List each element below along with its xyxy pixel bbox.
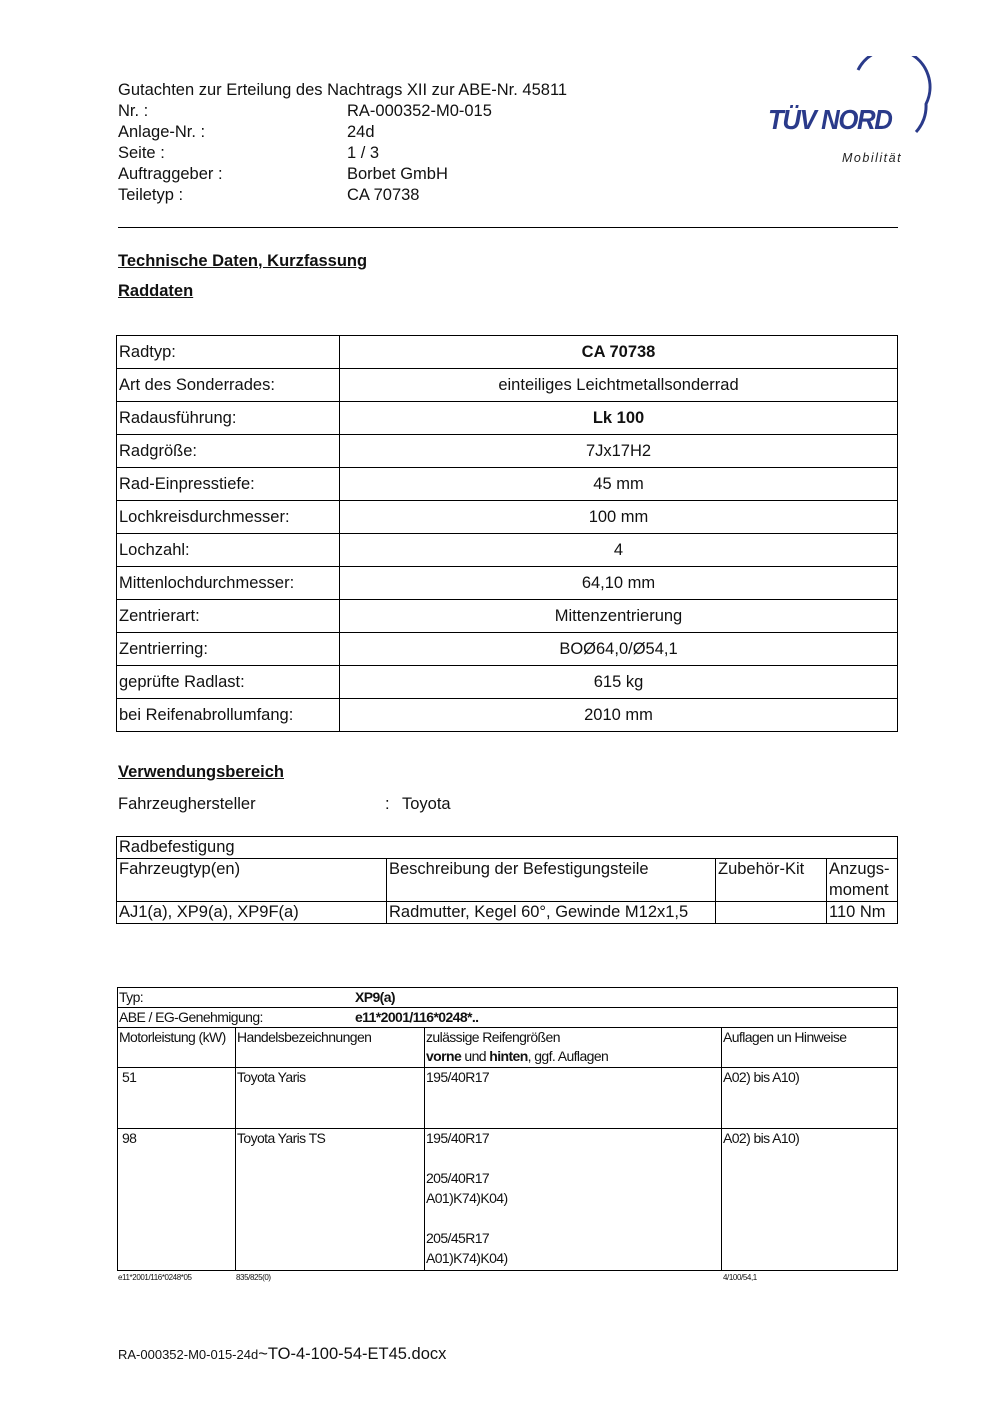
header-label: Nr. : bbox=[118, 102, 149, 120]
reifen-header-line: zulässige Reifengrößen bbox=[426, 1029, 560, 1045]
typ-label: Typ: bbox=[119, 989, 144, 1005]
name-cell: Toyota Yaris bbox=[236, 1068, 425, 1129]
hersteller-row bbox=[118, 795, 451, 814]
table-row bbox=[118, 1028, 898, 1068]
report-title: Gutachten zur Erteilung des Nachtrags XII zur ABE-Nr. 45811 bbox=[118, 81, 568, 99]
table-cell bbox=[716, 902, 827, 924]
footer-part-b: ~TO-4-100-54-ET45.docx bbox=[258, 1345, 447, 1363]
table-cell: Radmutter, Kegel 60°, Gewinde M12x1,5 bbox=[387, 902, 716, 924]
raddaten-value: 2010 mm bbox=[340, 699, 898, 732]
table-row bbox=[117, 435, 898, 468]
table-row bbox=[117, 600, 898, 633]
raddaten-label: Zentrierring: bbox=[117, 633, 340, 666]
raddaten-label: Radtyp: bbox=[117, 336, 340, 369]
raddaten-label: Mittenlochdurchmesser: bbox=[117, 567, 340, 600]
befestigung-title: Radbefestigung bbox=[117, 837, 898, 859]
column-header: Zubehör-Kit bbox=[716, 859, 827, 902]
raddaten-value: CA 70738 bbox=[340, 336, 898, 369]
reifen-hinten: hinten bbox=[489, 1048, 528, 1064]
table-row bbox=[117, 501, 898, 534]
footer-filename bbox=[118, 1345, 446, 1364]
section-title-raddaten: Raddaten bbox=[118, 282, 194, 300]
section-title-verwendung: Verwendungsbereich bbox=[118, 763, 284, 781]
raddaten-value: 100 mm bbox=[340, 501, 898, 534]
name-cell: Toyota Yaris TS bbox=[236, 1129, 425, 1271]
column-header-handel: Handelsbezeichnungen bbox=[236, 1028, 425, 1068]
document-header bbox=[118, 80, 567, 206]
raddaten-label: geprüfte Radlast: bbox=[117, 666, 340, 699]
tyre-cell bbox=[425, 1129, 722, 1271]
hersteller-colon: : bbox=[385, 795, 390, 813]
column-header: Beschreibung der Befestigungsteile bbox=[387, 859, 716, 902]
abe-label: ABE / EG-Genehmigung: bbox=[119, 1009, 263, 1025]
tyre-line: A01)K74)K04) bbox=[426, 1190, 508, 1206]
reifen-rest: , ggf. Auflagen bbox=[527, 1048, 609, 1064]
column-header-reifen bbox=[425, 1028, 722, 1068]
footer-part-a: RA-000352-M0-015-24d bbox=[118, 1347, 259, 1362]
section-title-technical: Technische Daten, Kurzfassung bbox=[118, 252, 368, 270]
column-header: Fahrzeugtyp(en) bbox=[117, 859, 387, 902]
column-header-auflagen: Auflagen un Hinweise bbox=[722, 1028, 898, 1068]
tyre-line: A01)K74)K04) bbox=[426, 1250, 508, 1266]
auflagen-cell: A02) bis A10) bbox=[722, 1129, 898, 1271]
tyre-line: 205/45R17 bbox=[426, 1230, 490, 1246]
logo-brand: TÜV NORD bbox=[768, 104, 892, 135]
tyre-line: 195/40R17 bbox=[426, 1069, 490, 1085]
raddaten-label: Art des Sonderrades: bbox=[117, 369, 340, 402]
table-cell: 110 Nm bbox=[827, 902, 898, 924]
reifen-header-line-2 bbox=[426, 1047, 720, 1066]
raddaten-value: BOØ64,0/Ø54,1 bbox=[340, 633, 898, 666]
column-header-motor: Motorleistung (kW) bbox=[118, 1028, 236, 1068]
raddaten-label: Lochkreisdurchmesser: bbox=[117, 501, 340, 534]
header-label: Seite : bbox=[118, 144, 165, 162]
raddaten-value: Mittenzentrierung bbox=[340, 600, 898, 633]
table-row bbox=[117, 402, 898, 435]
abe-row bbox=[118, 1008, 898, 1028]
raddaten-table bbox=[116, 335, 898, 732]
header-divider bbox=[118, 227, 898, 228]
typ-footnote-code: 835/825(0) bbox=[236, 1273, 271, 1282]
header-label: Auftraggeber : bbox=[118, 165, 223, 183]
table-row bbox=[118, 1068, 898, 1129]
reifen-vorne: vorne bbox=[426, 1048, 462, 1064]
raddaten-value: 615 kg bbox=[340, 666, 898, 699]
tyre-line: 205/40R17 bbox=[426, 1170, 490, 1186]
table-row bbox=[118, 1008, 898, 1028]
header-label: Anlage-Nr. : bbox=[118, 123, 206, 141]
typ-value: XP9(a) bbox=[355, 989, 395, 1005]
raddaten-value: 45 mm bbox=[340, 468, 898, 501]
tyre-cell bbox=[425, 1068, 722, 1129]
raddaten-value: 64,10 mm bbox=[340, 567, 898, 600]
table-cell: AJ1(a), XP9(a), XP9F(a) bbox=[117, 902, 387, 924]
header-value: CA 70738 bbox=[347, 186, 420, 204]
table-row bbox=[117, 468, 898, 501]
header-row-teiletyp bbox=[118, 185, 567, 206]
table-row bbox=[117, 666, 898, 699]
table-row bbox=[118, 1129, 898, 1271]
header-row-seite bbox=[118, 143, 567, 164]
typ-footnote-lk: 4/100/54,1 bbox=[723, 1273, 757, 1282]
table-row bbox=[118, 988, 898, 1008]
header-value: 1 / 3 bbox=[347, 144, 380, 162]
table-row bbox=[117, 369, 898, 402]
header-row-anlage bbox=[118, 122, 567, 143]
raddaten-label: Zentrierart: bbox=[117, 600, 340, 633]
header-value: Borbet GmbH bbox=[347, 165, 448, 183]
header-row-nr bbox=[118, 101, 567, 122]
raddaten-value: 7Jx17H2 bbox=[340, 435, 898, 468]
hersteller-value: Toyota bbox=[402, 795, 451, 813]
raddaten-label: Radgröße: bbox=[117, 435, 340, 468]
table-row bbox=[117, 534, 898, 567]
raddaten-label: Radausführung: bbox=[117, 402, 340, 435]
reifen-und: und bbox=[461, 1048, 490, 1064]
hersteller-label: Fahrzeughersteller bbox=[118, 795, 256, 813]
table-row bbox=[117, 837, 898, 859]
typ-footnote-abe: e11*2001/116*0248*05 bbox=[118, 1273, 192, 1282]
table-row bbox=[117, 336, 898, 369]
kw-cell: 51 bbox=[118, 1068, 236, 1129]
auflagen-cell: A02) bis A10) bbox=[722, 1068, 898, 1129]
column-header: Anzugs-moment bbox=[827, 859, 898, 902]
typ-table bbox=[117, 987, 898, 1271]
logo-subtitle: Mobilität bbox=[842, 151, 903, 165]
raddaten-label: bei Reifenabrollumfang: bbox=[117, 699, 340, 732]
raddaten-label: Lochzahl: bbox=[117, 534, 340, 567]
tyre-line: 195/40R17 bbox=[426, 1130, 490, 1146]
raddaten-value: 4 bbox=[340, 534, 898, 567]
table-row bbox=[117, 902, 898, 924]
header-label: Teiletyp : bbox=[118, 186, 184, 204]
raddaten-label: Rad-Einpresstiefe: bbox=[117, 468, 340, 501]
table-row bbox=[117, 633, 898, 666]
header-value: RA-000352-M0-015 bbox=[347, 102, 492, 120]
tuev-nord-logo bbox=[760, 56, 940, 170]
tyre-line bbox=[426, 1209, 720, 1229]
abe-value: e11*2001/116*0248*.. bbox=[355, 1009, 479, 1025]
table-row bbox=[117, 699, 898, 732]
raddaten-value: Lk 100 bbox=[340, 402, 898, 435]
typ-row bbox=[118, 988, 898, 1008]
raddaten-value: einteiliges Leichtmetallsonderrad bbox=[340, 369, 898, 402]
tyre-line bbox=[426, 1149, 720, 1169]
table-row bbox=[117, 567, 898, 600]
kw-cell: 98 bbox=[118, 1129, 236, 1271]
table-row bbox=[117, 859, 898, 902]
befestigung-table bbox=[116, 836, 898, 924]
header-row-auftraggeber bbox=[118, 164, 567, 185]
header-value: 24d bbox=[347, 123, 375, 141]
